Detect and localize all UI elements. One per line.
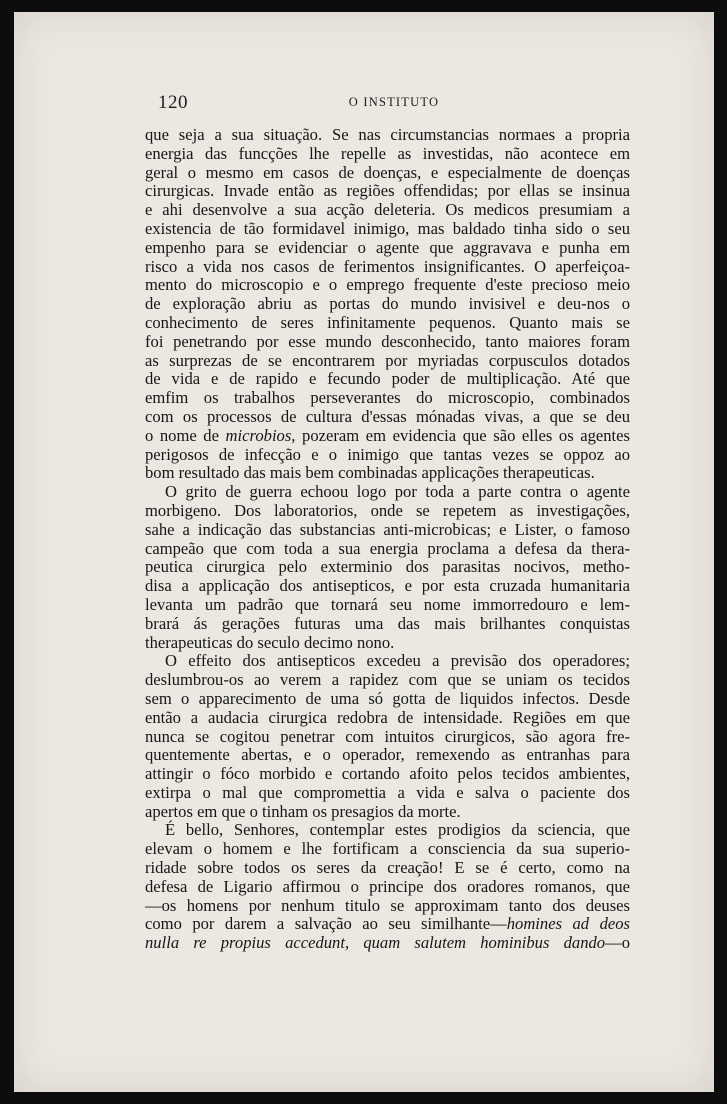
text-line bbox=[145, 690, 630, 709]
line-text: defesa de Ligario affirmou o principe dos oradores romanos, que bbox=[145, 876, 630, 896]
line-text: ridade sobre todos os seres da creação! E se é certo, como na bbox=[145, 858, 630, 878]
line-text: bom resultado das mais bem combinadas applicações therapeuticas. bbox=[145, 463, 595, 483]
text-line bbox=[145, 934, 630, 953]
text-line bbox=[145, 145, 630, 164]
text-line bbox=[145, 915, 630, 934]
line-text: quentemente abertas, e o operador, remexendo as entranhas para bbox=[145, 745, 630, 765]
page-header bbox=[158, 92, 630, 114]
line-text: mento do microscopio e o emprego frequente d'este precioso meio bbox=[145, 275, 630, 295]
text-line bbox=[145, 352, 630, 371]
text-line bbox=[145, 897, 630, 916]
line-text: existencia de tão formidavel inimigo, mas baldado tinha sido o seu bbox=[145, 218, 630, 238]
line-text: —os homens por nenhum titulo se approximam tanto dos deuses bbox=[145, 895, 630, 915]
text-line bbox=[145, 446, 630, 465]
italic-text: microbios, bbox=[225, 425, 296, 445]
text-line bbox=[145, 333, 630, 352]
text-line bbox=[145, 483, 630, 502]
line-text: pozeram em evidencia que são elles os agentes bbox=[295, 425, 630, 445]
line-text: foi penetrando por esse mundo desconhecido, tanto maiores foram bbox=[145, 331, 630, 351]
text-line bbox=[145, 295, 630, 314]
line-text: campeão que com toda a sua energia proclama a defesa da thera- bbox=[145, 538, 630, 558]
text-line bbox=[145, 502, 630, 521]
text-line bbox=[145, 408, 630, 427]
line-text: que seja a sua situação. Se nas circumstancias normaes a propria bbox=[145, 125, 630, 144]
text-line bbox=[145, 258, 630, 277]
text-line bbox=[145, 239, 630, 258]
text-line bbox=[145, 126, 630, 145]
line-text: sahe a indicação das substancias anti-microbicas; e Lister, o famoso bbox=[145, 519, 630, 539]
text-line bbox=[145, 709, 630, 728]
line-text: o nome de bbox=[145, 425, 226, 445]
line-text: morbigeno. Dos laboratorios, onde se repetem as investigações, bbox=[145, 500, 630, 520]
line-text: attingir o fóco morbido e cortando afoito pelos tecidos ambientes, bbox=[145, 764, 630, 784]
italic-text: nulla re propius accedunt, quam salutem hominibus dando bbox=[145, 933, 606, 953]
text-line bbox=[145, 464, 630, 483]
text-line bbox=[145, 558, 630, 577]
line-text: empenho para se evidenciar o agente que aggravava e punha em bbox=[145, 237, 630, 257]
line-text: como por darem a salvação ao seu similhante— bbox=[145, 914, 507, 934]
text-line bbox=[145, 784, 630, 803]
line-text: emfim os trabalhos perseverantes do microscopio, combinados bbox=[145, 388, 630, 408]
text-line bbox=[145, 652, 630, 671]
line-text: apertos em que o tinham os presagios da morte. bbox=[145, 801, 461, 821]
text-line bbox=[145, 728, 630, 747]
page-number: 120 bbox=[158, 92, 188, 113]
text-line bbox=[145, 859, 630, 878]
line-text: perigosos de infecção e o inimigo que tantas vezes se oppoz ao bbox=[145, 444, 630, 464]
text-line bbox=[145, 615, 630, 634]
line-text: de vida e de rapido e fecundo poder de multiplicação. Até que bbox=[145, 369, 630, 389]
text-line bbox=[145, 164, 630, 183]
text-line bbox=[145, 540, 630, 559]
line-text: com os processos de cultura d'essas mónadas vivas, a que se deu bbox=[145, 406, 630, 426]
running-title: O INSTITUTO bbox=[348, 95, 440, 109]
line-text: deslumbrou-os ao verem a rapidez com que se uniam os tecidos bbox=[145, 670, 630, 690]
line-text: levanta um padrão que tornará seu nome immorredouro e lem- bbox=[145, 594, 630, 614]
line-text: energia das funcções lhe repelle as investidas, não acontece em bbox=[145, 143, 630, 163]
text-line bbox=[145, 182, 630, 201]
text-line bbox=[145, 803, 630, 822]
line-text: extirpa o mal que compromettia a vida e salva o paciente dos bbox=[145, 782, 630, 802]
line-text: therapeuticas do seculo decimo nono. bbox=[145, 632, 395, 652]
line-text: sem o apparecimento de uma só gotta de liquidos infectos. Desde bbox=[145, 688, 630, 708]
line-text: nunca se cogitou penetrar com intuitos cirurgicos, são agora fre- bbox=[145, 726, 630, 746]
text-line bbox=[145, 765, 630, 784]
text-line bbox=[145, 821, 630, 840]
line-text: O grito de guerra echoou logo por toda a parte contra o agente bbox=[165, 482, 630, 502]
line-text: —o bbox=[605, 933, 630, 953]
text-line bbox=[145, 521, 630, 540]
text-line bbox=[145, 201, 630, 220]
body-text bbox=[145, 126, 630, 953]
text-line bbox=[145, 370, 630, 389]
line-text: risco a vida nos casos de ferimentos insignificantes. O aperfeiçoa- bbox=[145, 256, 630, 276]
text-line bbox=[145, 596, 630, 615]
line-text: geral o mesmo em casos de doenças, e especialmente de doenças bbox=[145, 162, 630, 182]
text-line bbox=[145, 220, 630, 239]
line-text: peutica cirurgica pelo exterminio dos parasitas nocivos, metho- bbox=[145, 557, 630, 577]
text-line bbox=[145, 314, 630, 333]
line-text: as surprezas de se encontrarem por myriadas corpusculos dotados bbox=[145, 350, 630, 370]
italic-text: homines ad deos bbox=[506, 914, 630, 934]
line-text: conhecimento de seres infinitamente pequenos. Quanto mais se bbox=[145, 312, 630, 332]
line-text: então a audacia cirurgica redobra de intensidade. Regiões em que bbox=[145, 707, 630, 727]
line-text: e ahi desenvolve a sua acção deleteria. Os medicos presumiam a bbox=[145, 200, 630, 220]
text-line bbox=[145, 427, 630, 446]
text-line bbox=[145, 389, 630, 408]
line-text: O effeito dos antisepticos excedeu a previsão dos operadores; bbox=[165, 651, 630, 671]
text-line bbox=[145, 840, 630, 859]
text-line bbox=[145, 878, 630, 897]
text-line bbox=[145, 746, 630, 765]
line-text: disa a applicação dos antisepticos, e por esta cruzada humanitaria bbox=[145, 576, 630, 596]
text-line bbox=[145, 276, 630, 295]
text-line bbox=[145, 671, 630, 690]
line-text: de exploração abriu as portas do mundo invisivel e deu-nos o bbox=[145, 294, 630, 314]
line-text: brará ás gerações futuras uma das mais brilhantes conquistas bbox=[145, 613, 630, 633]
line-text: É bello, Senhores, contemplar estes prodigios da sciencia, que bbox=[165, 820, 630, 840]
line-text: elevam o homem e lhe fortificam a consciencia da sua superio- bbox=[145, 839, 630, 859]
line-text: cirurgicas. Invade então as regiões offendidas; por ellas se insinua bbox=[145, 181, 630, 201]
text-line bbox=[145, 577, 630, 596]
text-line bbox=[145, 634, 630, 653]
